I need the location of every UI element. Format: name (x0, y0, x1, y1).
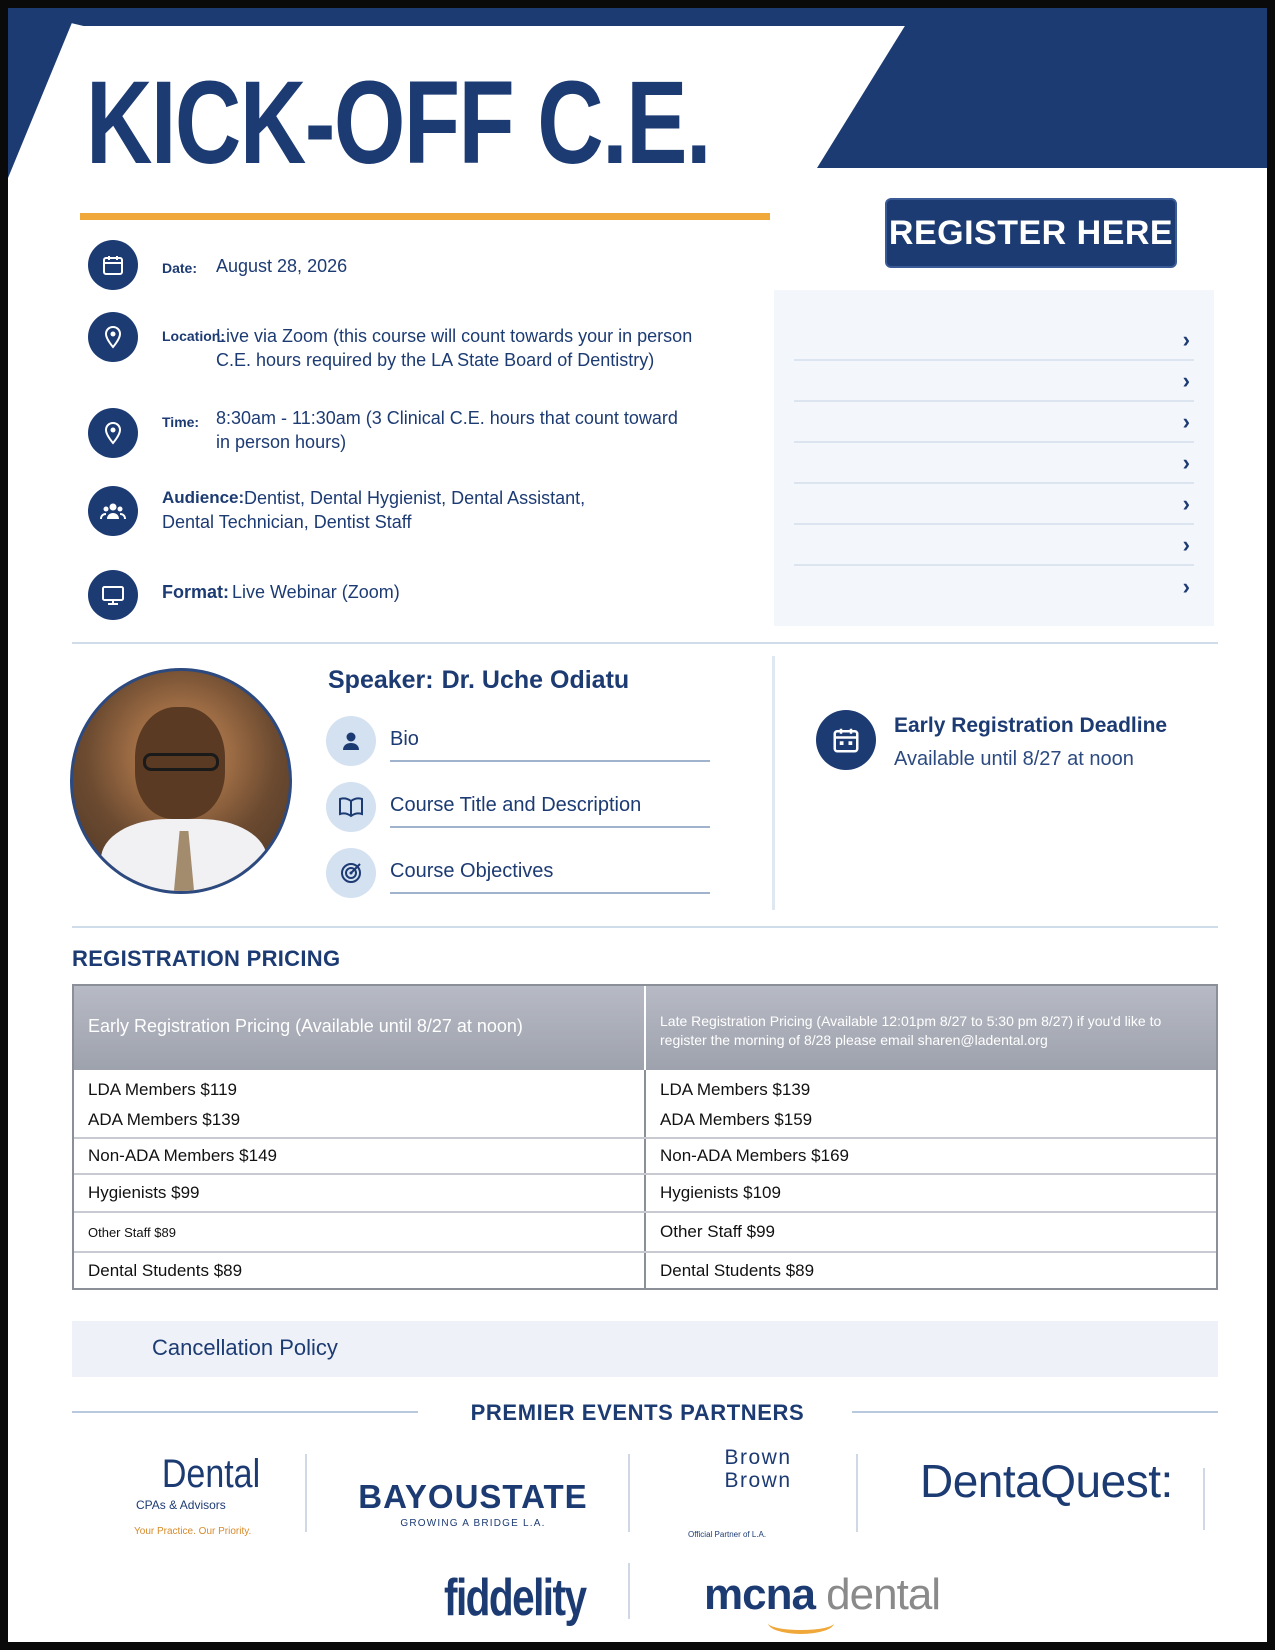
early-header: Early Registration Pricing (Available until 8/27 at noon) (74, 986, 646, 1070)
section-divider (72, 926, 1218, 928)
pricing-table (72, 984, 1218, 1290)
cancellation-policy-label: Cancellation Policy (152, 1335, 338, 1360)
group-icon (88, 486, 138, 536)
fiddelity-logo[interactable]: fiddelity (444, 1569, 586, 1627)
detail-label: Time: (162, 414, 200, 430)
chevron-right-icon: › (1182, 326, 1190, 352)
detail-value: August 28, 2026 (216, 256, 348, 276)
detail-label: Location: (162, 328, 225, 344)
logo-separator (305, 1454, 307, 1532)
logo-separator (1203, 1468, 1205, 1530)
detail-label: Format: (162, 582, 229, 602)
vertical-divider (772, 656, 775, 910)
title-underline (80, 213, 770, 220)
page-title: KICK-OFF C.E. (86, 57, 710, 189)
link-row[interactable] (794, 320, 1194, 361)
partners-title: PREMIER EVENTS PARTNERS (470, 1400, 805, 1425)
chevron-right-icon: › (1182, 408, 1190, 434)
late-header: Late Registration Pricing (Available 12:01pm 8/27 to 5:30 pm 8/27) if you'd like to register the morning of 8/28 please email sharen@ladental.org (660, 1013, 1162, 1048)
location-pin-icon (88, 312, 138, 362)
speaker-heading: Speaker: Dr. Uche Odiatu (328, 666, 630, 694)
logo-separator (856, 1454, 858, 1532)
dental-cpa-logo[interactable]: Dental CPAs & Advisors Your Practice. Our Priority. (134, 1452, 261, 1537)
link-row[interactable] (794, 361, 1194, 402)
section-divider (72, 642, 1218, 644)
speaker-name: Dr. Uche Odiatu (441, 666, 630, 694)
cancellation-policy-bar[interactable] (72, 1321, 1218, 1377)
bayou-state-logo[interactable]: BAYOUSTATE GROWING A BRIDGE L.A. (358, 1478, 588, 1529)
logo-separator (628, 1563, 630, 1619)
link-row[interactable] (794, 525, 1194, 566)
chevron-right-icon: › (1182, 531, 1190, 557)
table-row: Hygienists $99 Hygienists $109 (74, 1173, 1216, 1211)
dentaquest-logo[interactable]: DentaQuest: (920, 1455, 1173, 1507)
corner-decoration-right (817, 8, 1267, 168)
detail-value: 8:30am - 11:30am (3 Clinical C.E. hours that count toward in person hours) (216, 408, 678, 452)
flyer-page: KICK-OFF C.E. REGISTER HERE Date: August 28, 2026 Location: Live via Zoom (this course will count towards your in person C.E. hours required by the LA State Board of Dentistry) Time: 8:30am - 11:30am (3 Clinical C.E. hours that count toward in person hours) Audience: Dentist, Dental Hygienist, Dental Assistant, Dental Technician, Dentist Staff Format: Live Webinar (Zoom) › › › › › › › Speaker: Dr. Uche Odiatu Bio Course Title and Description Course Objectives Early Registration Deadline Available until 8/27 at noon REGISTRATION PRICING Early Registration Pricing (Available until 8/27 at noon) Late Registration Pricing (Available 12:01pm 8/27 to 5:30 pm 8/27) if you'd like to register the morning of 8/28 please email sharen@ladental.org LDA Members $119 LDA Members $139 ADA Members $139 ADA Members $159 Non-ADA Members $149 Non-ADA Members $169 Hygienists $99 Hygienists $109 Other Staff $89 Other Staff $99 Dental Students $89 Dental Students $89 Cancellation Policy PREMIER EVENTS PARTNERS Dental CPAs & Advisors Your Practice. Our Priority. BAYOUSTATE GROWING A BRIDGE L.A. Brown Brown Official Partner of L.A. DentaQuest: fiddelity mcna dental (8, 8, 1267, 1642)
calendar-icon (816, 710, 876, 770)
link-row[interactable] (794, 566, 1194, 607)
location-pin-icon (88, 408, 138, 458)
link-row[interactable] (794, 443, 1194, 484)
brown-brown-logo[interactable]: Brown Brown Official Partner of L.A. (688, 1446, 792, 1539)
register-button[interactable]: REGISTER HERE (885, 198, 1177, 268)
speaker-photo (70, 668, 292, 894)
detail-value: Live Webinar (Zoom) (232, 582, 400, 602)
chevron-right-icon: › (1182, 367, 1190, 393)
chevron-right-icon: › (1182, 449, 1190, 475)
detail-value: Live via Zoom (this course will count towards your in person C.E. hours required by the LA State Board of Dentistry) (216, 326, 693, 370)
link-panel (774, 290, 1214, 626)
link-row[interactable] (794, 484, 1194, 525)
chevron-right-icon: › (1182, 573, 1190, 599)
chevron-right-icon: › (1182, 490, 1190, 516)
pricing-table-header (74, 986, 1216, 1070)
link-row[interactable] (794, 402, 1194, 443)
mcna-smile-mark (768, 1612, 834, 1634)
person-icon (326, 716, 376, 766)
mcna-dental-logo[interactable]: mcna dental (704, 1570, 941, 1619)
monitor-icon (88, 570, 138, 620)
detail-label: Date: (162, 260, 198, 276)
book-icon (326, 782, 376, 832)
corner-decoration-left (8, 8, 78, 178)
pricing-heading: REGISTRATION PRICING (72, 946, 341, 971)
detail-label: Audience: (162, 488, 245, 507)
logo-separator (628, 1454, 630, 1532)
target-icon (326, 848, 376, 898)
deadline-subtitle: Available until 8/27 at noon (894, 748, 1134, 770)
table-row: Dental Students $89 Dental Students $89 (74, 1251, 1216, 1288)
deadline-title: Early Registration Deadline (894, 714, 1168, 737)
detail-value: Dentist, Dental Hygienist, Dental Assistant, Dental Technician, Dentist Staff (162, 488, 586, 532)
table-row: Non-ADA Members $149 Non-ADA Members $169 (74, 1137, 1216, 1173)
table-row: ADA Members $139 ADA Members $159 (74, 1103, 1216, 1137)
calendar-icon (88, 240, 138, 290)
table-row: Other Staff $89 Other Staff $99 (74, 1211, 1216, 1251)
table-row: LDA Members $119 LDA Members $139 (74, 1070, 1216, 1103)
